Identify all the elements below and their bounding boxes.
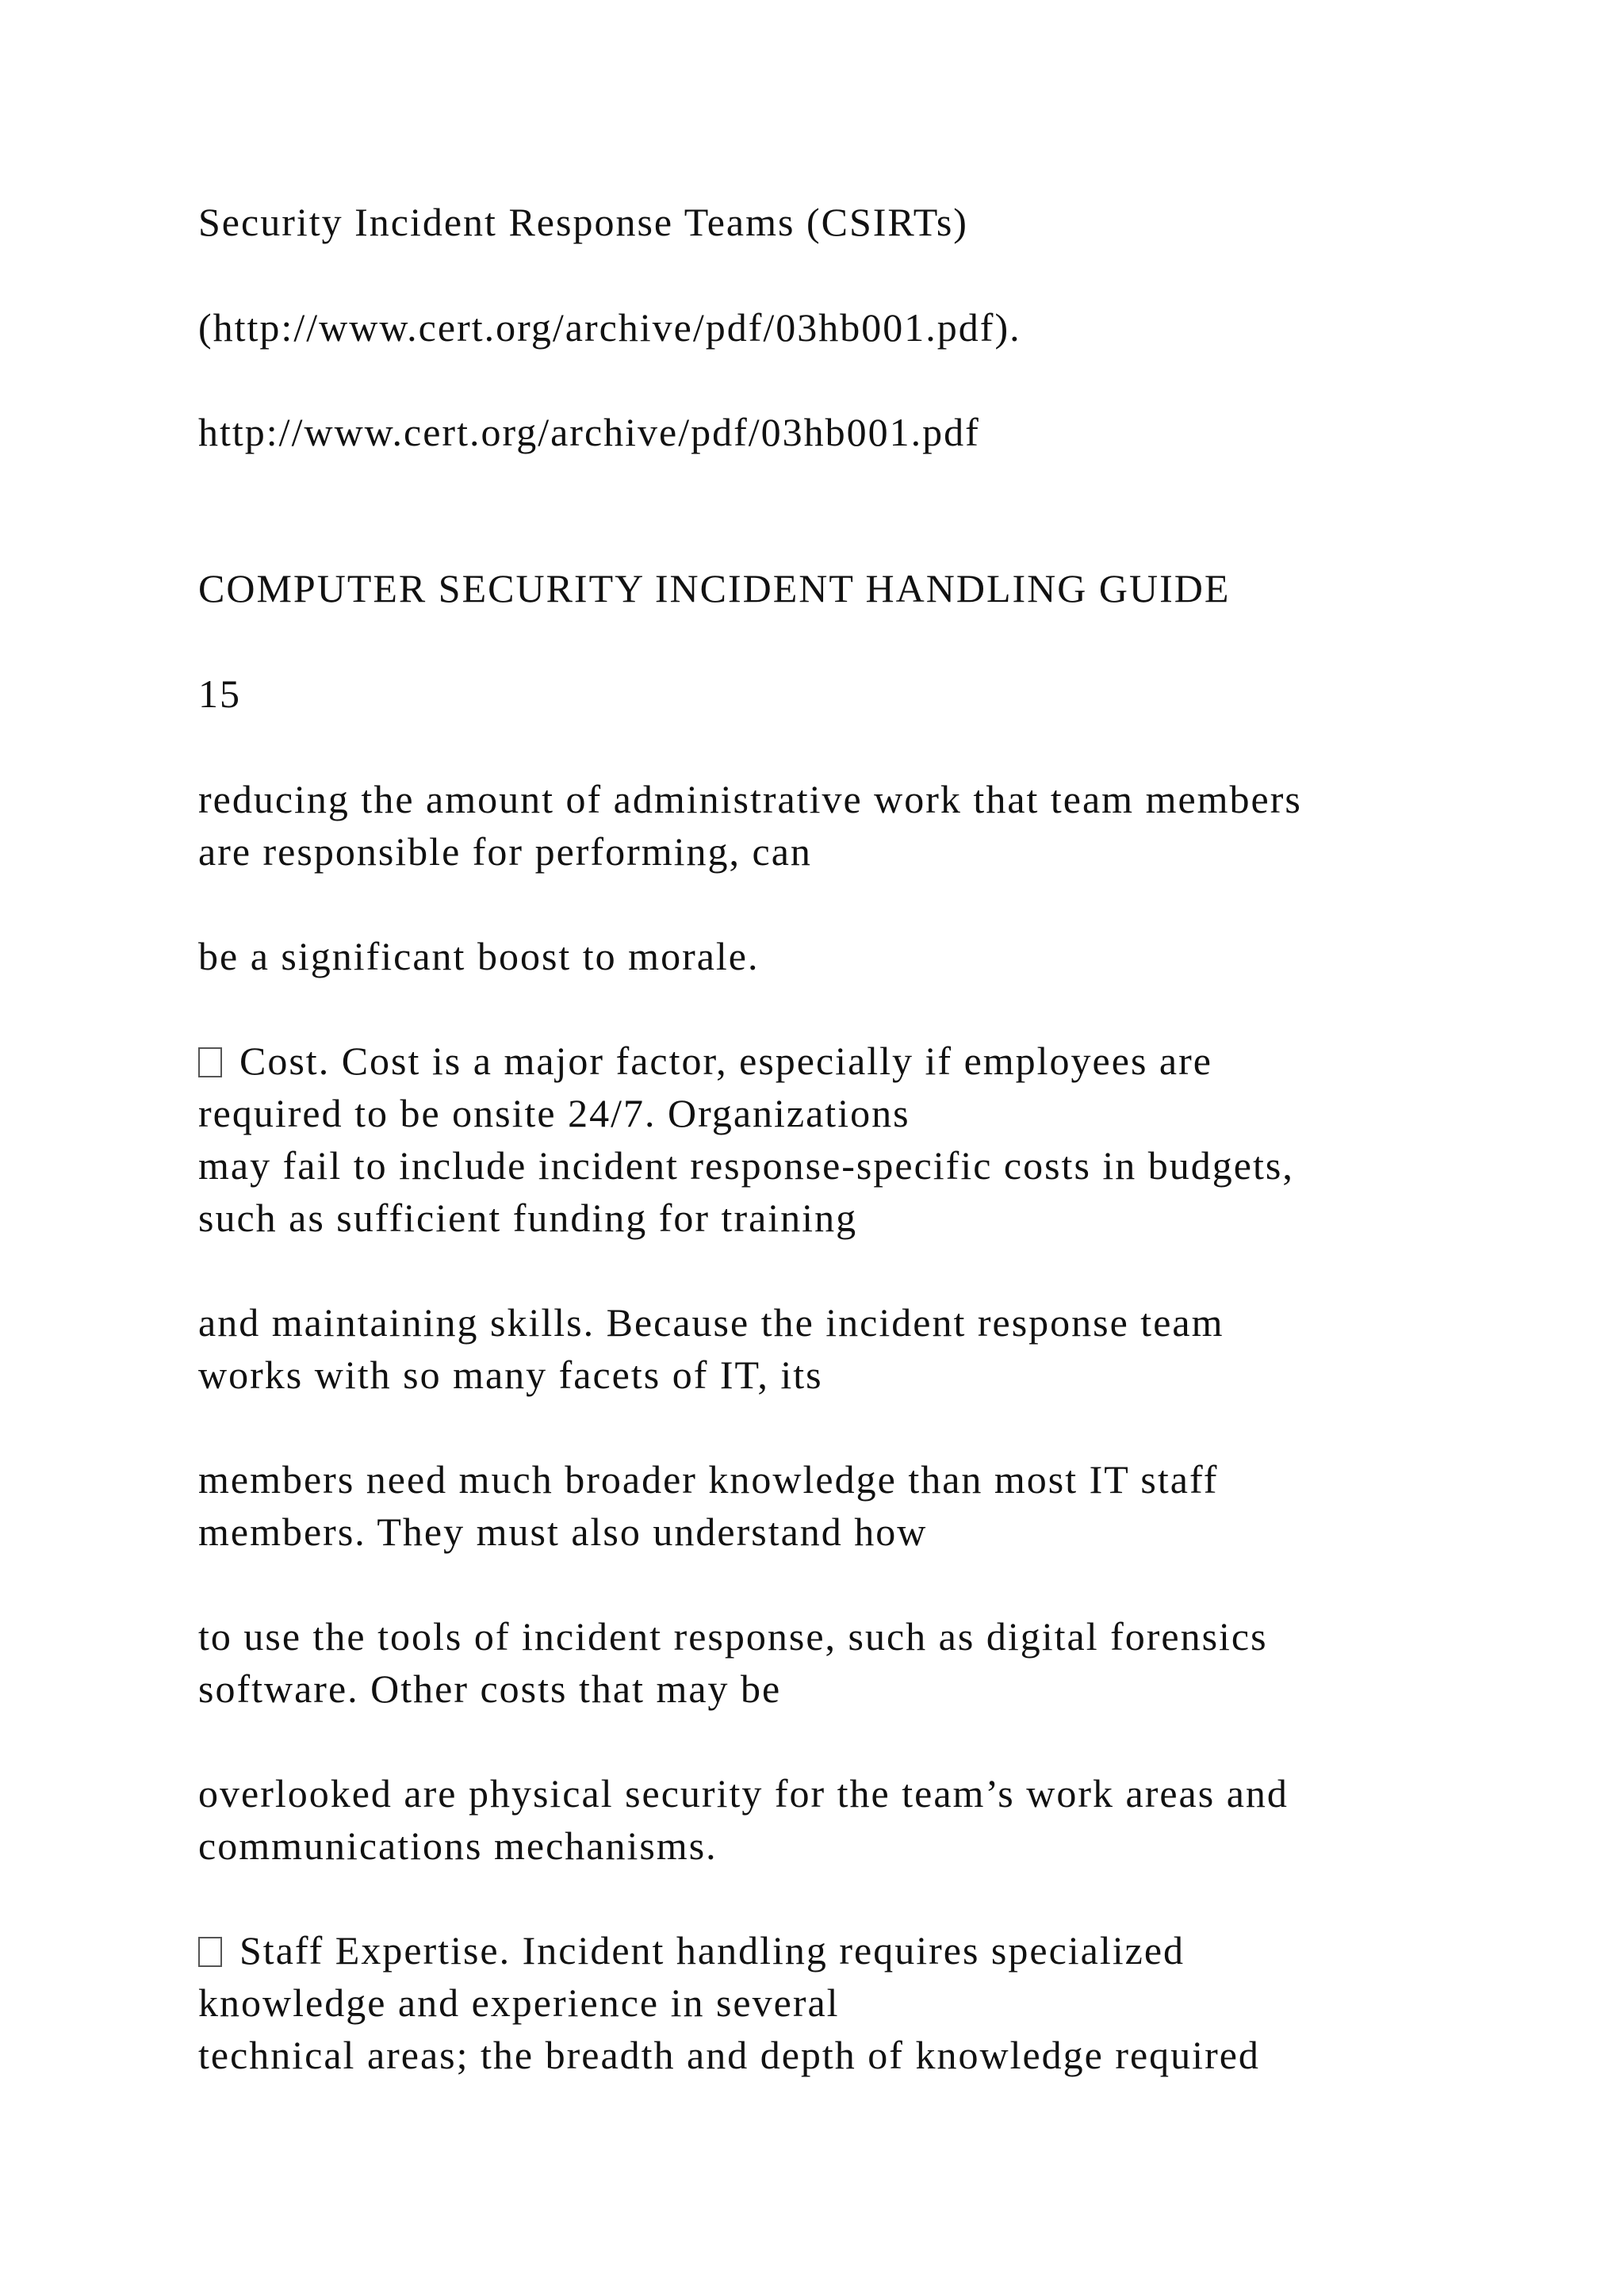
text-line: technical areas; the breadth and depth of knowledge required: [198, 2033, 1260, 2077]
text-line: be a significant boost to morale.: [198, 934, 760, 978]
text-line: (http://www.cert.org/archive/pdf/03hb001.pdf).: [198, 305, 1021, 350]
text-line: such as sufficient funding for training: [198, 1196, 858, 1240]
text-line: communications mechanisms.: [198, 1823, 718, 1868]
text-line: reducing the amount of administrative work that team members: [198, 777, 1302, 821]
text-line: software. Other costs that may be: [198, 1667, 782, 1711]
text-line: members need much broader knowledge than most IT staff: [198, 1457, 1219, 1502]
text-line: are responsible for performing, can: [198, 829, 812, 874]
bullet-box-icon: [198, 1937, 222, 1967]
bullet-text: Staff Expertise. Incident handling requires specialized: [239, 1928, 1185, 1973]
bullet-box-icon: [198, 1047, 222, 1077]
text-line: works with so many facets of IT, its: [198, 1353, 823, 1397]
text-line: http://www.cert.org/archive/pdf/03hb001.pdf: [198, 410, 980, 454]
bullet-text: Cost. Cost is a major factor, especially if employees are: [239, 1039, 1212, 1083]
text-line: to use the tools of incident response, such as digital forensics: [198, 1614, 1268, 1659]
text-line: required to be onsite 24/7. Organizations: [198, 1091, 910, 1135]
bullet-item-cost: [198, 1035, 1212, 1087]
text-line: and maintaining skills. Because the incident response team: [198, 1300, 1224, 1345]
text-line: members. They must also understand how: [198, 1510, 928, 1554]
page-number: 15: [198, 672, 241, 716]
text-line: overlooked are physical security for the team’s work areas and: [198, 1771, 1289, 1816]
text-line: may fail to include incident response-specific costs in budgets,: [198, 1143, 1294, 1188]
section-heading: COMPUTER SECURITY INCIDENT HANDLING GUIDE: [198, 566, 1231, 610]
bullet-item-staff-expertise: [198, 1924, 1185, 1976]
text-line: Security Incident Response Teams (CSIRTs): [198, 200, 968, 244]
text-line: knowledge and experience in several: [198, 1980, 840, 2025]
